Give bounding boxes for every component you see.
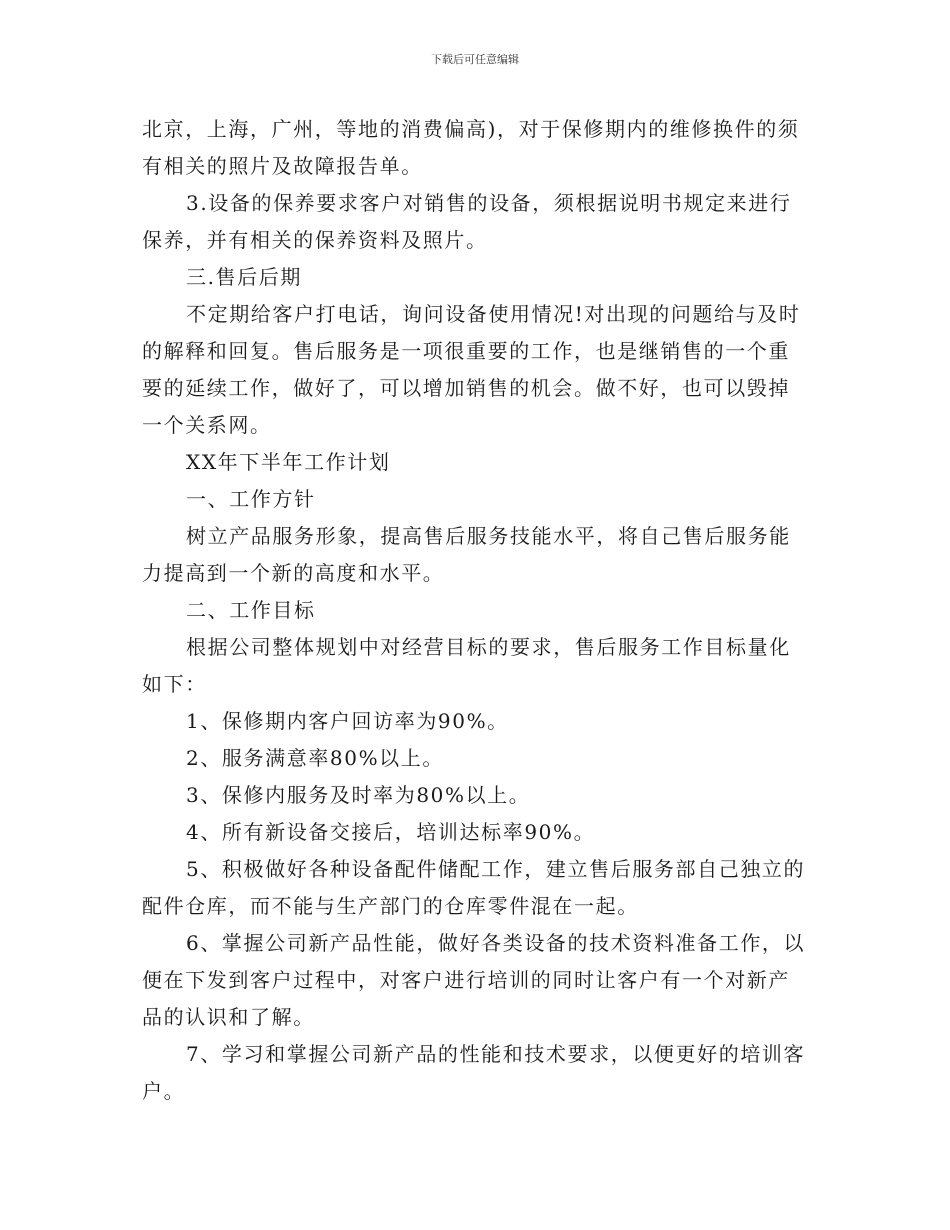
goal-item-3 bbox=[142, 777, 810, 814]
plan-title bbox=[142, 444, 810, 481]
text-line: 便在下发到客户过程中，对客户进行培训的同时让客户有一个对新产 bbox=[142, 968, 790, 992]
document-body bbox=[142, 111, 810, 1110]
goal-item-2 bbox=[142, 740, 810, 777]
section-heading-work-goals bbox=[142, 592, 810, 629]
text-line: 品的认识和了解。 bbox=[142, 1005, 315, 1029]
text-line: 力提高到一个新的高度和水平。 bbox=[142, 561, 445, 585]
paragraph-work-policy bbox=[142, 518, 810, 592]
text-line: 三.售后后期 bbox=[186, 265, 302, 289]
text-line: 3、保修内服务及时率为80%以上。 bbox=[186, 783, 531, 807]
paragraph-work-goals bbox=[142, 629, 810, 703]
text-line: 不定期给客户打电话，询问设备使用情况!对出现的问题给与及时 bbox=[186, 302, 801, 326]
text-line: 树立产品服务形象，提高售后服务技能水平，将自己售后服务能 bbox=[186, 524, 791, 548]
text-line: 6、掌握公司新产品性能，做好各类设备的技术资料准备工作，以 bbox=[186, 931, 806, 955]
paragraph-4 bbox=[142, 296, 810, 444]
text-line: 1、保修期内客户回访率为90%。 bbox=[186, 709, 509, 733]
text-line: 的解释和回复。售后服务是一项很重要的工作，也是继销售的一个重 bbox=[142, 339, 790, 363]
goal-item-7 bbox=[142, 1036, 810, 1110]
text-line: 如下： bbox=[142, 672, 207, 696]
text-line: 7、学习和掌握公司新产品的性能和技术要求，以便更好的培训客 bbox=[186, 1042, 806, 1066]
section-heading-work-policy bbox=[142, 481, 810, 518]
text-line: 有相关的照片及故障报告单。 bbox=[142, 154, 423, 178]
text-line: 户。 bbox=[142, 1079, 186, 1103]
paragraph-1 bbox=[142, 111, 810, 185]
text-line: 一、工作方针 bbox=[186, 487, 316, 511]
text-line: 一个关系网。 bbox=[142, 413, 272, 437]
text-line: 5、积极做好各种设备配件储配工作，建立售后服务部自己独立的 bbox=[186, 857, 806, 881]
text-line: 3.设备的保养要求客户对销售的设备，须根据说明书规定来进行 bbox=[186, 191, 792, 215]
paragraph-2 bbox=[142, 185, 810, 259]
goal-item-1 bbox=[142, 703, 810, 740]
text-line: 保养，并有相关的保养资料及照片。 bbox=[142, 228, 488, 252]
text-line: 配件仓库，而不能与生产部门的仓库零件混在一起。 bbox=[142, 894, 639, 918]
goal-item-5 bbox=[142, 851, 810, 925]
goal-item-4 bbox=[142, 814, 810, 851]
text-line: XX年下半年工作计划 bbox=[186, 450, 391, 474]
goal-item-6 bbox=[142, 925, 810, 1036]
text-line: 要的延续工作，做好了，可以增加销售的机会。做不好，也可以毁掉 bbox=[142, 376, 790, 400]
text-line: 北京，上海，广州，等地的消费偏高)，对于保修期内的维修换件的须 bbox=[142, 117, 800, 141]
text-line: 2、服务满意率80%以上。 bbox=[186, 746, 444, 770]
text-line: 二、工作目标 bbox=[186, 598, 316, 622]
text-line: 4、所有新设备交接后，培训达标率90%。 bbox=[186, 820, 596, 844]
section-heading-3 bbox=[142, 259, 810, 296]
page-header-note: 下载后可任意编辑 bbox=[431, 53, 519, 66]
text-line: 根据公司整体规划中对经营目标的要求，售后服务工作目标量化 bbox=[186, 635, 791, 659]
